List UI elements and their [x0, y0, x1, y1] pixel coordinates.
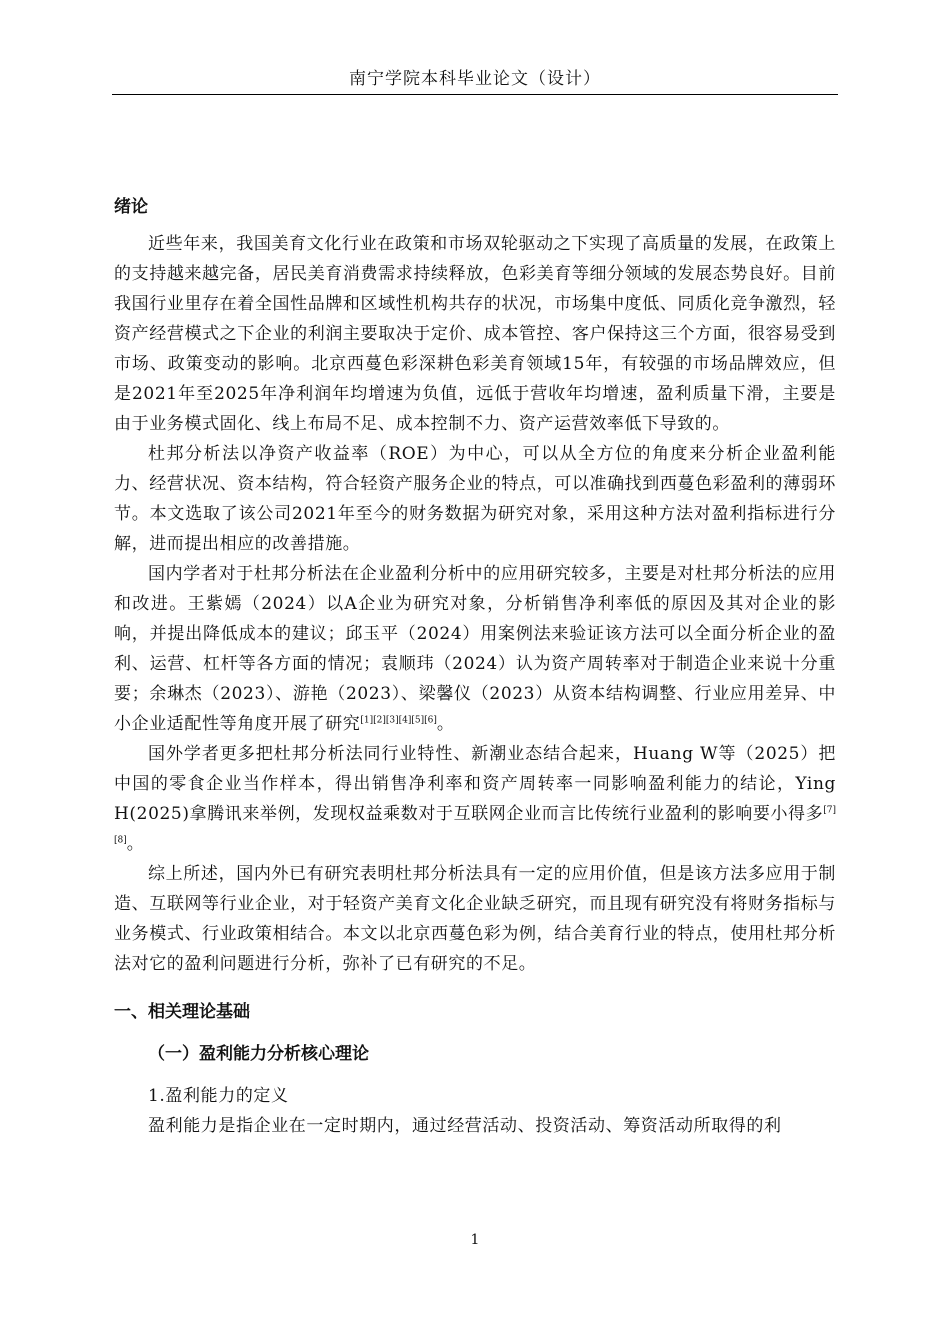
intro-paragraph-5: 综上所述，国内外已有研究表明杜邦分析法具有一定的应用价值，但是该方法多应用于制造、互联网等行业企业，对于轻资产美育文化企业缺乏研究，而且现有研究没有将财务指标与业务模式、行业政策相结合。本文以北京西蔓色彩为例，结合美育行业的特点，使用杜邦分析法对它的盈利问题进行分析，弥补了已有研究的不足。 — [114, 864, 836, 974]
subsection-1-heading: （一）盈利能力分析核心理论 — [148, 1044, 369, 1064]
item-1-heading: 1.盈利能力的定义 — [148, 1086, 289, 1106]
intro-paragraph-1: 近些年来，我国美育文化行业在政策和市场双轮驱动之下实现了高质量的发展，在政策上的支持越来越完备，居民美育消费需求持续释放，色彩美育等细分领域的发展态势良好。目前我国行业里存在着全国性品牌和区域性机构共存的状况，市场集中度低、同质化竞争激烈，轻资产经营模式之下企业的利润主要取决于定价、成本管控、客户保持这三个方面，很容易受到市场、政策变动的影响。北京西蔓色彩深耕色彩美育领域15年，有较强的市场品牌效应，但是2021年至2025年净利润年均增速为负值，远低于营收年均增速，盈利质量下滑，主要是由于业务模式固化、线上布局不足、成本控制不力、资产运营效率低下导致的。 — [114, 234, 836, 434]
intro-paragraph-3-end: 。 — [436, 714, 455, 734]
header-rule — [112, 94, 838, 95]
intro-paragraph-2: 杜邦分析法以净资产收益率（ROE）为中心，可以从全方位的角度来分析企业盈利能力、经营状况、资本结构，符合轻资产服务企业的特点，可以准确找到西蔓色彩盈利的薄弱环节。本文选取了该公司2021年至今的财务数据为研究对象，采用这种方法对盈利指标进行分解，进而提出相应的改善措施。 — [114, 444, 836, 554]
intro-paragraph-4 — [114, 739, 836, 859]
intro-paragraph-4-text: 国外学者更多把杜邦分析法同行业特性、新潮业态结合起来，Huang W等（2025）把中国的零食企业当作样本，得出销售净利率和资产周转率一同影响盈利能力的结论，Ying H(2025)拿腾讯来举例，发现权益乘数对于互联网企业而言比传统行业盈利的影响要小得多 — [114, 744, 836, 824]
citation-refs-7-8[interactable]: [7][8] — [114, 805, 836, 846]
intro-paragraph-3-text: 国内学者对于杜邦分析法在企业盈利分析中的应用研究较多，主要是对杜邦分析法的应用和改进。王紫嫣（2024）以A企业为研究对象，分析销售净利率低的原因及其对企业的影响，并提出降低成本的建议；邱玉平（2024）用案例法来验证该方法可以全面分析企业的盈利、运营、杠杆等各方面的情况；袁顺玮（2024）认为资产周转率对于制造企业来说十分重要；余琳杰（2023）、游艳（2023）、梁馨仪（2023）从资本结构调整、行业应用差异、中小企业适配性等角度开展了研究 — [114, 564, 836, 734]
intro-paragraph-3 — [114, 559, 836, 739]
section-1-paragraph-1: 盈利能力是指企业在一定时期内，通过经营活动、投资活动、筹资活动所取得的利 — [148, 1116, 782, 1136]
page-header-title: 南宁学院本科毕业论文（设计） — [349, 69, 601, 89]
section-1-heading: 一、相关理论基础 — [114, 1002, 250, 1022]
intro-heading: 绪论 — [114, 197, 148, 217]
intro-paragraph-4-end: 。 — [126, 834, 145, 854]
document-body — [114, 192, 836, 1141]
citation-refs-1-6[interactable]: [1][2][3][4][5][6] — [360, 715, 437, 726]
page-number: 1 — [470, 1232, 480, 1248]
